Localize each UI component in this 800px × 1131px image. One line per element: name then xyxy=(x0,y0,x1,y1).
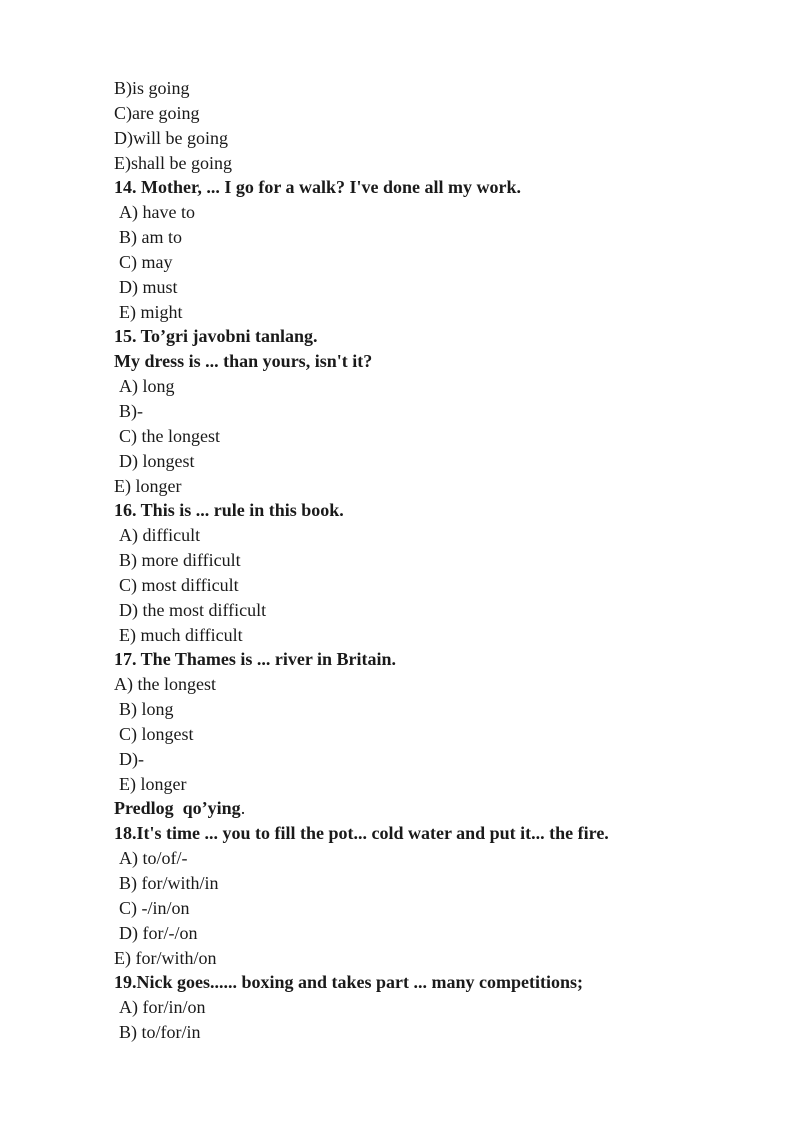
answer-option xyxy=(114,449,734,474)
question-text xyxy=(114,498,734,523)
question-text xyxy=(114,175,734,200)
answer-option xyxy=(114,126,734,151)
answer-option xyxy=(114,151,734,176)
line-text: 15. To’gri javobni tanlang. xyxy=(114,326,318,347)
question-text xyxy=(114,796,734,821)
answer-option xyxy=(114,399,734,424)
answer-option xyxy=(114,772,734,797)
line-text: E) much difficult xyxy=(119,624,243,645)
line-text: E) might xyxy=(119,301,183,322)
question-text xyxy=(114,349,734,374)
question-text xyxy=(114,647,734,672)
answer-option xyxy=(114,374,734,399)
line-text: C) the longest xyxy=(119,425,220,446)
line-text: C) may xyxy=(119,251,173,272)
line-text: C)are going xyxy=(114,102,200,123)
line-text: E) longer xyxy=(119,773,187,794)
question-text xyxy=(114,970,734,995)
line-text: A) to/of/- xyxy=(119,848,188,869)
line-text: E)shall be going xyxy=(114,152,232,173)
answer-option xyxy=(114,1020,734,1045)
answer-option xyxy=(114,722,734,747)
answer-option xyxy=(114,871,734,896)
answer-option xyxy=(114,275,734,300)
line-text: E) for/with/on xyxy=(114,947,217,968)
line-text: A) the longest xyxy=(114,674,216,695)
line-text: A) difficult xyxy=(119,525,201,546)
line-text: B) more difficult xyxy=(119,550,241,571)
line-text: D) for/-/on xyxy=(119,922,198,943)
answer-option xyxy=(114,200,734,225)
answer-option xyxy=(114,424,734,449)
answer-option xyxy=(114,573,734,598)
question-text xyxy=(114,821,734,846)
line-text: 19.Nick goes...... boxing and takes part ... many competitions; xyxy=(114,972,584,993)
line-text: D)- xyxy=(119,748,144,769)
line-text: B)- xyxy=(119,400,143,421)
answer-option xyxy=(114,995,734,1020)
line-text: B)is going xyxy=(114,78,190,98)
line-text: A) long xyxy=(119,376,175,397)
answer-option xyxy=(114,101,734,126)
question-list xyxy=(114,76,734,1045)
line-text: 18.It's time ... you to fill the pot... cold water and put it... the fire. xyxy=(114,823,609,844)
line-text: D) must xyxy=(119,276,178,297)
line-text: B) for/with/in xyxy=(119,873,219,893)
question-text xyxy=(114,324,734,349)
answer-option xyxy=(114,946,734,971)
answer-option xyxy=(114,300,734,325)
line-text: C) -/in/on xyxy=(119,897,190,918)
line-text: 17. The Thames is ... river in Britain. xyxy=(114,649,397,670)
line-text: D) longest xyxy=(119,450,195,471)
answer-option xyxy=(114,598,734,623)
answer-option xyxy=(114,697,734,722)
line-text: 16. This is ... rule in this book. xyxy=(114,500,344,521)
line-text: A) have to xyxy=(119,202,195,223)
answer-option xyxy=(114,474,734,499)
answer-option xyxy=(114,548,734,573)
line-text: A) for/in/on xyxy=(119,997,206,1018)
line-tail: . xyxy=(240,798,246,819)
line-text: D) the most difficult xyxy=(119,599,267,620)
line-text: C) most difficult xyxy=(119,574,239,595)
answer-option xyxy=(114,921,734,946)
answer-option xyxy=(114,672,734,697)
answer-option xyxy=(114,250,734,275)
line-text: E) longer xyxy=(114,475,182,496)
line-text: B) long xyxy=(119,699,174,720)
line-text: Predlog qo’ying xyxy=(114,798,241,819)
answer-option xyxy=(114,896,734,921)
answer-option xyxy=(114,747,734,772)
answer-option xyxy=(114,846,734,871)
answer-option xyxy=(114,76,734,101)
line-text: B) to/for/in xyxy=(119,1022,201,1043)
line-text: My dress is ... than yours, isn't it? xyxy=(114,351,373,372)
answer-option xyxy=(114,225,734,250)
line-text: 14. Mother, ... I go for a walk? I've done all my work. xyxy=(114,177,521,198)
answer-option xyxy=(114,523,734,548)
line-text: D)will be going xyxy=(114,127,228,148)
answer-option xyxy=(114,623,734,648)
line-text: C) longest xyxy=(119,723,194,744)
line-text: B) am to xyxy=(119,227,182,248)
